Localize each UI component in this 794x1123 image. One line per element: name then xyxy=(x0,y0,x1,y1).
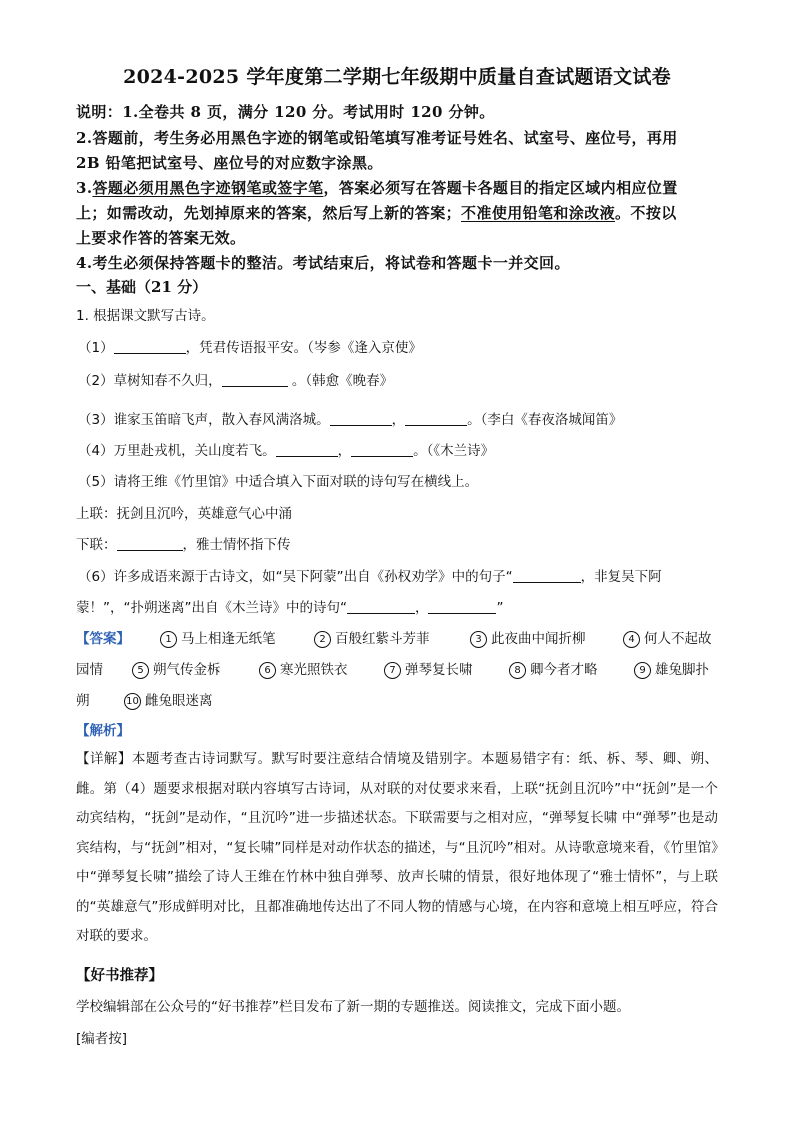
question-1-line-6 xyxy=(78,565,662,585)
item-text: ，雅士情怀指下传 xyxy=(182,537,291,553)
circled-number: 3 xyxy=(470,631,487,648)
book-recommend-heading: 【好书推荐】 xyxy=(76,967,163,984)
instruction-3-line3: 上要求作答的答案无效。 xyxy=(76,229,246,247)
answer-blank[interactable] xyxy=(347,599,415,614)
answer-text: 雄兔脚扑 xyxy=(655,662,709,678)
instruction-3-rest: ，答案必须写在答题卡各题目的指定区域内相应位置 xyxy=(323,179,678,197)
answer-blank[interactable] xyxy=(276,442,338,457)
item-text: ， xyxy=(414,600,429,616)
instruction-4: 4.考生必须保持答题卡的整洁。考试结束后，将试卷和答题卡一并交回。 xyxy=(76,254,570,272)
answer-item xyxy=(623,627,712,648)
answer-blank[interactable] xyxy=(513,568,581,583)
instruction-3-line1 xyxy=(76,177,678,198)
answer-blank[interactable] xyxy=(330,411,392,426)
question-1-line-1 xyxy=(78,336,422,356)
answer-line-1 xyxy=(76,627,130,647)
instruction-1: 说明：1.全卷共 8 页，满分 120 分。考试用时 120 分钟。 xyxy=(76,103,495,121)
answer-item xyxy=(259,658,348,679)
item-text: 蒙！”，“扑朔迷离”出自《木兰诗》中的诗句“ xyxy=(76,600,347,616)
analysis-paragraph: 【详解】本题考查古诗词默写。默写时要注意结合情境及错别字。本题易错字有：纸、柝、琴、卿、朔、雌。第（4）题要求根据对联内容填写古诗词，从对联的对仗要求来看，上联“抚剑且沉吟”中“抚剑”是一个动宾结构，“抚剑”是动作，“且沉吟”进一步描述状态。下联需要与之相对应，“弹琴复长啸 中“弹琴”也是动宾结构，与“抚剑”相对，“复长啸”同样是对动作状态的描述，与“且沉吟”相对。从诗歌意境来看，《竹里馆》中“弹琴复长啸”描绘了诗人王维在竹林中独自弹琴、放声长啸的情景，很好地体现了“雅士情怀”，与上联的“英雄意气”形成鲜明对比，且都准确地传达出了不同人物的情感与心境，在内容和意境上相互呼应，符合对联的要求。 xyxy=(76,751,718,944)
question-1-stem: 1. 根据课文默写古诗。 xyxy=(76,308,215,324)
answer-item xyxy=(76,658,103,678)
answer-text: 园情 xyxy=(76,662,103,678)
circled-number: 9 xyxy=(634,662,651,679)
item-text: 下联： xyxy=(76,537,117,553)
question-1-line-7 xyxy=(76,596,503,616)
item-text: 。（韩愈《晚春》 xyxy=(291,373,394,389)
question-1-line-3 xyxy=(78,408,622,428)
answer-item xyxy=(124,689,213,710)
editor-note-label: [编者按] xyxy=(76,1031,128,1047)
item-text: 。（《木兰诗》 xyxy=(413,443,495,459)
answer-blank[interactable] xyxy=(117,536,183,551)
section-heading: 一、基础（21 分） xyxy=(76,278,208,296)
answer-label: 【答案】 xyxy=(76,631,130,647)
item-text: ，凭君传语报平安。（岑参《逢入京使》 xyxy=(185,340,422,356)
circled-number: 1 xyxy=(160,631,177,648)
item-text: ， xyxy=(391,412,406,428)
answer-blank[interactable] xyxy=(351,442,413,457)
answer-blank[interactable] xyxy=(222,372,288,387)
answer-item xyxy=(132,658,221,679)
answer-text: 卿今者才略 xyxy=(530,662,598,678)
item-text: ，非复吴下阿 xyxy=(580,569,662,585)
item-label: （1） xyxy=(78,340,114,356)
instruction-2-line1: 2.答题前，考生务必用黑色字迹的钢笔或铅笔填写准考证号姓名、试室号、座位号，再用 xyxy=(76,129,678,147)
analysis-label: 【解析】 xyxy=(76,723,130,739)
answer-text: 马上相逢无纸笔 xyxy=(181,631,276,647)
answer-text: 朔气传金柝 xyxy=(153,662,221,678)
answer-text: 百般红紫斗芳菲 xyxy=(335,631,430,647)
circled-number: 2 xyxy=(314,631,331,648)
answer-blank[interactable] xyxy=(114,339,186,354)
item-text: （3）谁家玉笛暗飞声，散入春风满洛城。 xyxy=(78,412,330,428)
couplet-upper: 上联：抚剑且沉吟，英雄意气心中涌 xyxy=(76,506,292,522)
instruction-3b-prefix: 上；如需改动，先划掉原来的答案，然后写上新的答案； xyxy=(76,204,462,222)
question-1-line-2 xyxy=(78,369,393,389)
answer-text: 弹琴复长啸 xyxy=(405,662,473,678)
answer-item xyxy=(634,658,709,679)
question-1-line-4 xyxy=(78,439,494,459)
circled-number: 5 xyxy=(132,662,149,679)
answer-item xyxy=(76,689,90,709)
book-recommend-intro: 学校编辑部在公众号的“好书推荐”栏目发布了新一期的专题推送。阅读推文，完成下面小题。 xyxy=(76,999,630,1015)
instruction-2-line2: 2B 铅笔把试室号、座位号的对应数字涂黑。 xyxy=(76,154,383,172)
answer-text: 朔 xyxy=(76,693,90,709)
circled-number: 7 xyxy=(384,662,401,679)
question-1-line-5: （5）请将王维《竹里馆》中适合填入下面对联的诗句写在横线上。 xyxy=(78,474,479,490)
item-text: （4）万里赴戎机，关山度若飞。 xyxy=(78,443,276,459)
analysis-label-row xyxy=(76,719,130,739)
instruction-3-line2 xyxy=(76,202,677,223)
instruction-3b-rest: 。不按以 xyxy=(615,204,677,222)
answer-item xyxy=(314,627,430,648)
answer-text: 何人不起故 xyxy=(644,631,712,647)
circled-number: 6 xyxy=(259,662,276,679)
circled-number: 10 xyxy=(124,693,141,710)
answer-text: 寒光照铁衣 xyxy=(280,662,348,678)
item-text: ” xyxy=(496,600,504,616)
instruction-3-prefix: 3. xyxy=(76,179,93,197)
item-text: （6）许多成语来源于古诗文，如“吴下阿蒙”出自《孙权劝学》中的句子“ xyxy=(78,569,513,585)
instruction-3-underlined: 答题必须用黑色字迹钢笔或签字笔 xyxy=(92,179,324,197)
answer-item xyxy=(470,627,586,648)
answer-text: 雌兔眼迷离 xyxy=(145,693,213,709)
answer-item xyxy=(509,658,598,679)
exam-title: 2024-2025 学年度第二学期七年级期中质量自查试题语文试卷 xyxy=(123,66,671,88)
circled-number: 4 xyxy=(623,631,640,648)
circled-number: 8 xyxy=(509,662,526,679)
answer-item xyxy=(384,658,473,679)
item-text: ， xyxy=(337,443,352,459)
answer-blank[interactable] xyxy=(405,411,467,426)
answer-text: 此夜曲中闻折柳 xyxy=(491,631,586,647)
item-text: 。（李白《春夜洛城闻笛》 xyxy=(467,412,623,428)
item-text: （2）草树知春不久归， xyxy=(78,373,222,389)
answer-blank[interactable] xyxy=(428,599,496,614)
couplet-lower xyxy=(76,533,291,553)
instruction-3b-underlined: 不准使用铅笔和涂改液 xyxy=(461,204,616,222)
answer-item xyxy=(160,627,276,648)
